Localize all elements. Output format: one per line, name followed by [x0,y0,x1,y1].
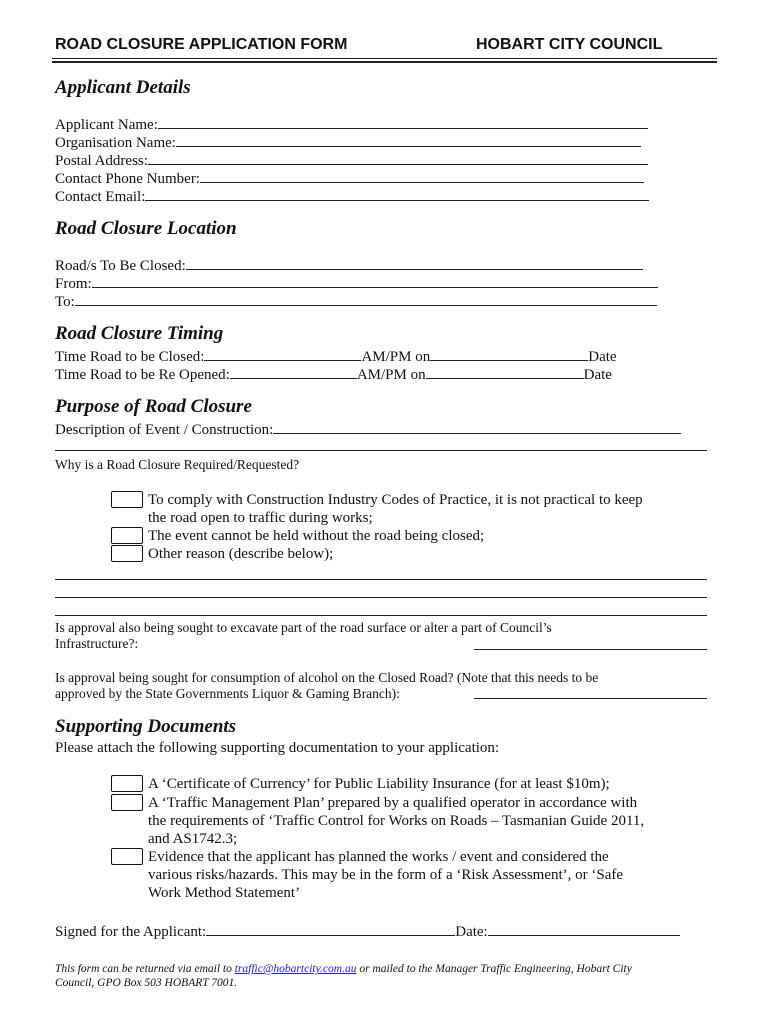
date-closed-field[interactable] [430,346,588,361]
time-closed-label: Time Road to be Closed: [55,349,205,365]
time-reopened-row [55,364,612,384]
alcohol-question-1: Is approval being sought for consumption of alcohol on the Closed Road? (Note that this needs to be [55,670,599,685]
time-reopened-ampm: AM/PM on [356,367,426,383]
footer-suffix: or mailed to the Manager Traffic Engineering, Hobart City [356,963,632,975]
documents-intro: Please attach the following supporting documentation to your application: [55,740,500,756]
from-row [55,273,658,293]
contact-email-label: Contact Email: [55,189,146,205]
time-reopened-date-label: Date [583,367,612,383]
header-rule-top [52,58,717,59]
date-reopened-field[interactable] [426,364,584,379]
footer-email-link[interactable]: traffic@hobartcity.com.au [234,963,357,975]
time-closed-ampm: AM/PM on [361,349,431,365]
why-required-label: Why is a Road Closure Required/Requested? [55,457,300,472]
signature-row [55,921,680,941]
other-reason-line-1[interactable] [55,579,707,580]
organisation-name-field[interactable] [176,132,641,147]
roads-closed-row [55,255,643,275]
alcohol-question-2: approved by the State Governments Liquor & Gaming Branch): [55,686,400,701]
purpose-heading: Purpose of Road Closure [55,396,252,417]
description-label: Description of Event / Construction: [55,422,274,438]
option-event-label: The event cannot be held without the road being closed; [148,528,485,544]
applicant-name-label: Applicant Name: [55,117,158,133]
option-codes-checkbox[interactable] [111,491,143,508]
applicant-name-row [55,114,648,134]
excavate-question-2: Infrastructure?: [55,636,139,651]
to-label: To: [55,294,75,310]
postal-address-field[interactable] [148,150,648,165]
footer-prefix: This form can be returned via email to [55,963,235,975]
from-field[interactable] [92,273,658,288]
roads-closed-label: Road/s To Be Closed: [55,258,186,274]
contact-phone-label: Contact Phone Number: [55,171,200,187]
roads-closed-field[interactable] [186,255,643,270]
other-reason-line-2[interactable] [55,597,707,598]
contact-email-row [55,186,649,206]
postal-address-row [55,150,648,170]
time-closed-row [55,346,617,366]
doc-traffic-plan-checkbox[interactable] [111,794,143,811]
from-label: From: [55,276,92,292]
option-other-label: Other reason (describe below); [148,546,334,562]
description-extra-line[interactable] [55,450,707,451]
doc-traffic-plan-label-2: the requirements of ‘Traffic Control for Works on Roads – Tasmanian Guide 2011, [148,813,645,829]
time-closed-field[interactable] [204,346,361,361]
doc-risk-evidence-checkbox[interactable] [111,848,143,865]
time-reopened-field[interactable] [230,364,357,379]
doc-certificate-label: A ‘Certificate of Currency’ for Public Liability Insurance (for at least $10m); [148,776,610,792]
postal-address-label: Postal Address: [55,153,148,169]
to-row [55,291,657,311]
doc-traffic-plan-label-3: and AS1742.3; [148,831,238,847]
alcohol-answer-field[interactable] [474,698,707,699]
contact-phone-row [55,168,644,188]
organisation-name-row [55,132,641,152]
signature-field[interactable] [206,921,455,936]
doc-certificate-checkbox[interactable] [111,775,143,792]
description-row [55,419,681,439]
applicant-details-heading: Applicant Details [55,77,191,98]
time-reopened-label: Time Road to be Re Opened: [55,367,230,383]
option-event-checkbox[interactable] [111,527,143,544]
doc-risk-evidence-label-2: various risks/hazards. This may be in the form of a ‘Risk Assessment’, or ‘Safe [148,867,624,883]
option-other-checkbox[interactable] [111,545,143,562]
to-field[interactable] [75,291,657,306]
form-title: ROAD CLOSURE APPLICATION FORM [55,36,348,53]
signature-date-field[interactable] [488,921,680,936]
signature-date-label: Date: [455,924,488,940]
time-closed-date-label: Date [588,349,617,365]
doc-risk-evidence-label-1: Evidence that the applicant has planned the works / event and considered the [148,849,609,865]
option-codes-label-1: To comply with Construction Industry Codes of Practice, it is not practical to keep [148,492,643,508]
supporting-documents-heading: Supporting Documents [55,716,237,737]
signed-label: Signed for the Applicant: [55,924,207,940]
organisation-name-label: Organisation Name: [55,135,176,151]
contact-phone-field[interactable] [200,168,644,183]
footer-note [55,962,632,990]
contact-email-field[interactable] [145,186,649,201]
excavate-answer-field[interactable] [474,649,707,650]
footer-line-2: Council, GPO Box 503 HOBART 7001. [55,977,238,989]
road-closure-location-heading: Road Closure Location [55,218,237,239]
doc-traffic-plan-label-1: A ‘Traffic Management Plan’ prepared by a qualified operator in accordance with [148,795,638,811]
excavate-question-1: Is approval also being sought to excavate part of the road surface or alter a part of Council’s [55,620,552,635]
description-field[interactable] [273,419,681,434]
doc-risk-evidence-label-3: Work Method Statement’ [148,885,301,901]
applicant-name-field[interactable] [158,114,648,129]
option-codes-label-2: the road open to traffic during works; [148,510,373,526]
council-name: HOBART CITY COUNCIL [476,36,663,53]
other-reason-line-3[interactable] [55,615,707,616]
header-rule-bottom [52,61,717,63]
road-closure-timing-heading: Road Closure Timing [55,323,224,344]
